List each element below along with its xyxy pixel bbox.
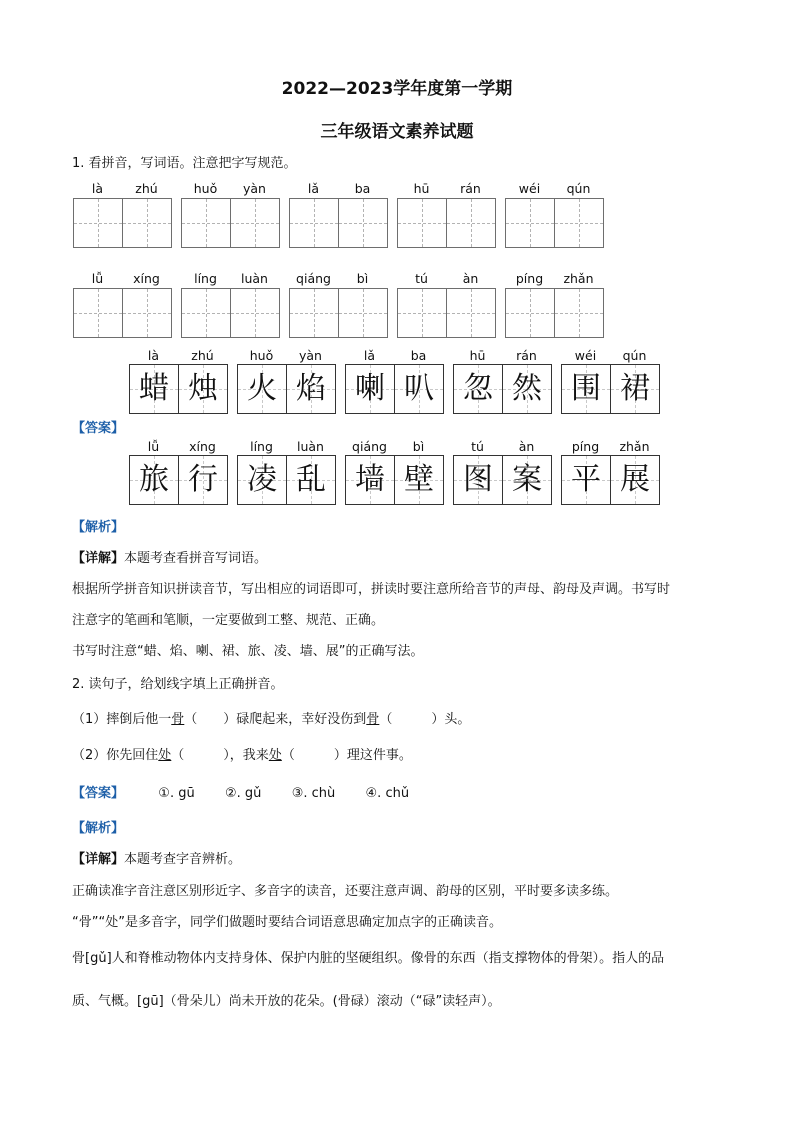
writing-cell-10[interactable] xyxy=(554,198,604,248)
answer-character: 忽 xyxy=(463,371,493,406)
q1-answer-pinyin-row-1 xyxy=(0,348,794,364)
q2-s2-underlined-1: 处 xyxy=(158,748,172,763)
writing-cell-6[interactable] xyxy=(338,198,388,248)
answer-character: 喇 xyxy=(355,371,385,406)
q1-writing-grid-row-2 xyxy=(0,288,794,338)
answer-cell-3 xyxy=(237,455,287,505)
answer-pinyin-label-4: yàn xyxy=(299,348,322,363)
pinyin-label-3: huǒ xyxy=(193,181,218,196)
pinyin-label-3: líng xyxy=(194,271,217,286)
writing-cell-7[interactable] xyxy=(397,198,447,248)
answer-character: 蜡 xyxy=(139,371,169,406)
q2-line-3: 骨[gǔ]人和脊椎动物体内支持身体、保护内脏的坚硬组织。像骨的东西（指支撑物体的骨架）。指人的品 xyxy=(72,951,665,966)
answer-pinyin-label-10: qún xyxy=(622,348,647,363)
writing-cell-8[interactable] xyxy=(446,288,496,338)
q2-s1-part-b: （ ）碌爬起来，幸好没伤到 xyxy=(184,712,367,727)
writing-cell-4[interactable] xyxy=(230,198,280,248)
q2-detail xyxy=(72,848,241,867)
answer-character: 火 xyxy=(247,371,277,406)
answer-cell-7 xyxy=(453,455,503,505)
answer-character: 壁 xyxy=(404,462,434,497)
answer-pinyin-label-3: líng xyxy=(250,439,273,454)
q2-sentence-1 xyxy=(72,708,470,727)
q1-answer-pinyin-row-2 xyxy=(0,439,794,455)
pinyin-label-2: zhú xyxy=(135,181,158,196)
answer-cell-4 xyxy=(286,455,336,505)
writing-cell-9[interactable] xyxy=(505,288,555,338)
answer-cell-4 xyxy=(286,364,336,414)
q2-answer-1: ①. gū xyxy=(158,786,195,801)
q2-s1-part-c: （ ）头。 xyxy=(379,712,471,727)
writing-cell-1[interactable] xyxy=(73,288,123,338)
answer-cell-2 xyxy=(178,455,228,505)
answer-cell-6 xyxy=(394,455,444,505)
answer-pinyin-label-9: píng xyxy=(571,439,600,454)
answer-pinyin-label-2: zhú xyxy=(191,348,214,363)
writing-cell-5[interactable] xyxy=(289,288,339,338)
writing-cell-3[interactable] xyxy=(181,198,231,248)
writing-cell-9[interactable] xyxy=(505,198,555,248)
writing-cell-3[interactable] xyxy=(181,288,231,338)
answer-cell-2 xyxy=(178,364,228,414)
answer-character: 焰 xyxy=(296,371,326,406)
pinyin-label-8: rán xyxy=(460,181,481,196)
answer-pinyin-label-5: lǎ xyxy=(363,348,376,363)
answer-character: 乱 xyxy=(296,462,326,497)
answer-pinyin-label-1: là xyxy=(147,348,160,363)
q2-s2-underlined-2: 处 xyxy=(268,748,282,763)
q2-detail-label: 【详解】 xyxy=(72,852,125,867)
writing-cell-2[interactable] xyxy=(122,198,172,248)
q2-sentence-2 xyxy=(72,744,412,763)
q2-answer-4: ④. chǔ xyxy=(365,786,410,801)
q1-prompt: 1. 看拼音，写词语。注意把字写规范。 xyxy=(72,156,297,171)
q1-para1-line2: 注意字的笔画和笔顺，一定要做到工整、规范、正确。 xyxy=(72,613,385,628)
pinyin-label-9: píng xyxy=(515,271,544,286)
q1-writing-grid-row-1 xyxy=(0,198,794,248)
pinyin-label-4: yàn xyxy=(243,181,266,196)
answer-pinyin-label-3: huǒ xyxy=(249,348,274,363)
answer-pinyin-label-2: xíng xyxy=(189,439,216,454)
q2-answer-3: ③. chù xyxy=(291,786,336,801)
answer-character: 平 xyxy=(571,462,601,497)
q1-pinyin-row-1 xyxy=(0,181,794,197)
answer-cell-7 xyxy=(453,364,503,414)
writing-cell-10[interactable] xyxy=(554,288,604,338)
q2-s1-underlined-1: 骨 xyxy=(171,712,185,727)
answer-pinyin-label-5: qiáng xyxy=(352,439,387,454)
answer-cell-3 xyxy=(237,364,287,414)
q2-prompt: 2. 读句子，给划线字填上正确拼音。 xyxy=(72,677,284,692)
answer-cell-9 xyxy=(561,455,611,505)
answer-cell-8 xyxy=(502,455,552,505)
writing-cell-5[interactable] xyxy=(289,198,339,248)
pinyin-label-7: hū xyxy=(413,181,430,196)
answer-cell-1 xyxy=(129,364,179,414)
answer-cell-5 xyxy=(345,455,395,505)
q2-s1-underlined-2: 骨 xyxy=(366,712,380,727)
pinyin-label-1: là xyxy=(91,181,104,196)
answer-cell-1 xyxy=(129,455,179,505)
answer-cell-9 xyxy=(561,364,611,414)
answer-pinyin-label-9: wéi xyxy=(574,348,597,363)
answer-pinyin-label-4: luàn xyxy=(297,439,324,454)
answer-character: 裙 xyxy=(620,371,650,406)
q1-para1-line1: 根据所学拼音知识拼读音节，写出相应的词语即可，拼读时要注意所给音节的声母、韵母及声调。书写时 xyxy=(72,582,671,597)
answer-character: 行 xyxy=(188,462,218,497)
q2-answer-row xyxy=(72,782,409,801)
answer-character: 旅 xyxy=(139,462,169,497)
answer-character: 叭 xyxy=(404,371,434,406)
q1-answer-grid-row-1 xyxy=(0,364,794,414)
answer-cell-6 xyxy=(394,364,444,414)
q1-analysis-label: 【解析】 xyxy=(72,520,125,535)
q1-detail-text: 本题考查看拼音写词语。 xyxy=(124,551,268,566)
q2-line-4: 质、气概。[gū]（骨朵儿）尚未开放的花朵。(骨碌）滚动（“碌”读轻声）。 xyxy=(72,994,501,1009)
q2-s1-part-a: （1）摔倒后他一 xyxy=(72,712,172,727)
answer-pinyin-label-6: ba xyxy=(410,348,427,363)
writing-cell-7[interactable] xyxy=(397,288,447,338)
q1-detail-label: 【详解】 xyxy=(72,551,125,566)
pinyin-label-6: ba xyxy=(354,181,371,196)
exam-title: 2022—2023学年度第一学期 xyxy=(281,79,513,99)
q2-s2-part-c: （ ）理这件事。 xyxy=(281,748,412,763)
q2-line-2: “骨”“处”是多音字，同学们做题时要结合词语意思确定加点字的正确读音。 xyxy=(72,915,502,930)
answer-pinyin-label-7: tú xyxy=(471,439,484,454)
q2-answer-label: 【答案】 xyxy=(72,786,125,801)
answer-character: 围 xyxy=(571,371,601,406)
writing-cell-1[interactable] xyxy=(73,198,123,248)
answer-pinyin-label-8: rán xyxy=(516,348,537,363)
writing-cell-2[interactable] xyxy=(122,288,172,338)
answer-character: 案 xyxy=(512,462,542,497)
q1-detail xyxy=(72,547,267,566)
q1-answer-label: 【答案】 xyxy=(72,421,125,436)
pinyin-label-6: bì xyxy=(356,271,369,286)
pinyin-label-2: xíng xyxy=(133,271,160,286)
answer-cell-8 xyxy=(502,364,552,414)
q2-answer-2: ②. gǔ xyxy=(225,786,262,801)
answer-cell-10 xyxy=(610,364,660,414)
answer-character: 图 xyxy=(463,462,493,497)
pinyin-label-7: tú xyxy=(415,271,428,286)
answer-character: 墙 xyxy=(355,462,385,497)
pinyin-label-4: luàn xyxy=(241,271,268,286)
q1-pinyin-row-2 xyxy=(0,271,794,287)
writing-cell-8[interactable] xyxy=(446,198,496,248)
pinyin-label-9: wéi xyxy=(518,181,541,196)
writing-cell-6[interactable] xyxy=(338,288,388,338)
answer-character: 凌 xyxy=(247,462,277,497)
exam-subtitle: 三年级语文素养试题 xyxy=(320,122,474,142)
pinyin-label-10: qún xyxy=(566,181,591,196)
answer-pinyin-label-8: àn xyxy=(518,439,535,454)
q1-answer-grid-row-2 xyxy=(0,455,794,505)
writing-cell-4[interactable] xyxy=(230,288,280,338)
pinyin-label-10: zhǎn xyxy=(563,271,594,286)
pinyin-label-5: qiáng xyxy=(296,271,331,286)
answer-pinyin-label-6: bì xyxy=(412,439,425,454)
q2-s2-part-a: （2）你先回住 xyxy=(72,748,159,763)
answer-character: 烛 xyxy=(188,371,218,406)
answer-pinyin-label-10: zhǎn xyxy=(619,439,650,454)
pinyin-label-5: lǎ xyxy=(307,181,320,196)
answer-cell-5 xyxy=(345,364,395,414)
answer-cell-10 xyxy=(610,455,660,505)
q2-detail-text: 本题考查字音辨析。 xyxy=(124,852,242,867)
q2-analysis-label: 【解析】 xyxy=(72,821,125,836)
q1-para2: 书写时注意“蜡、焰、喇、裙、旅、凌、墙、展”的正确写法。 xyxy=(72,644,424,659)
q2-line-1: 正确读准字音注意区别形近字、多音字的读音，还要注意声调、韵母的区别，平时要多读多练。 xyxy=(72,884,619,899)
answer-character: 展 xyxy=(620,462,650,497)
answer-character: 然 xyxy=(512,371,542,406)
pinyin-label-1: lǚ xyxy=(91,271,104,286)
answer-pinyin-label-7: hū xyxy=(469,348,486,363)
q2-s2-part-b: （ ），我来 xyxy=(171,748,269,763)
answer-pinyin-label-1: lǚ xyxy=(147,439,160,454)
pinyin-label-8: àn xyxy=(462,271,479,286)
